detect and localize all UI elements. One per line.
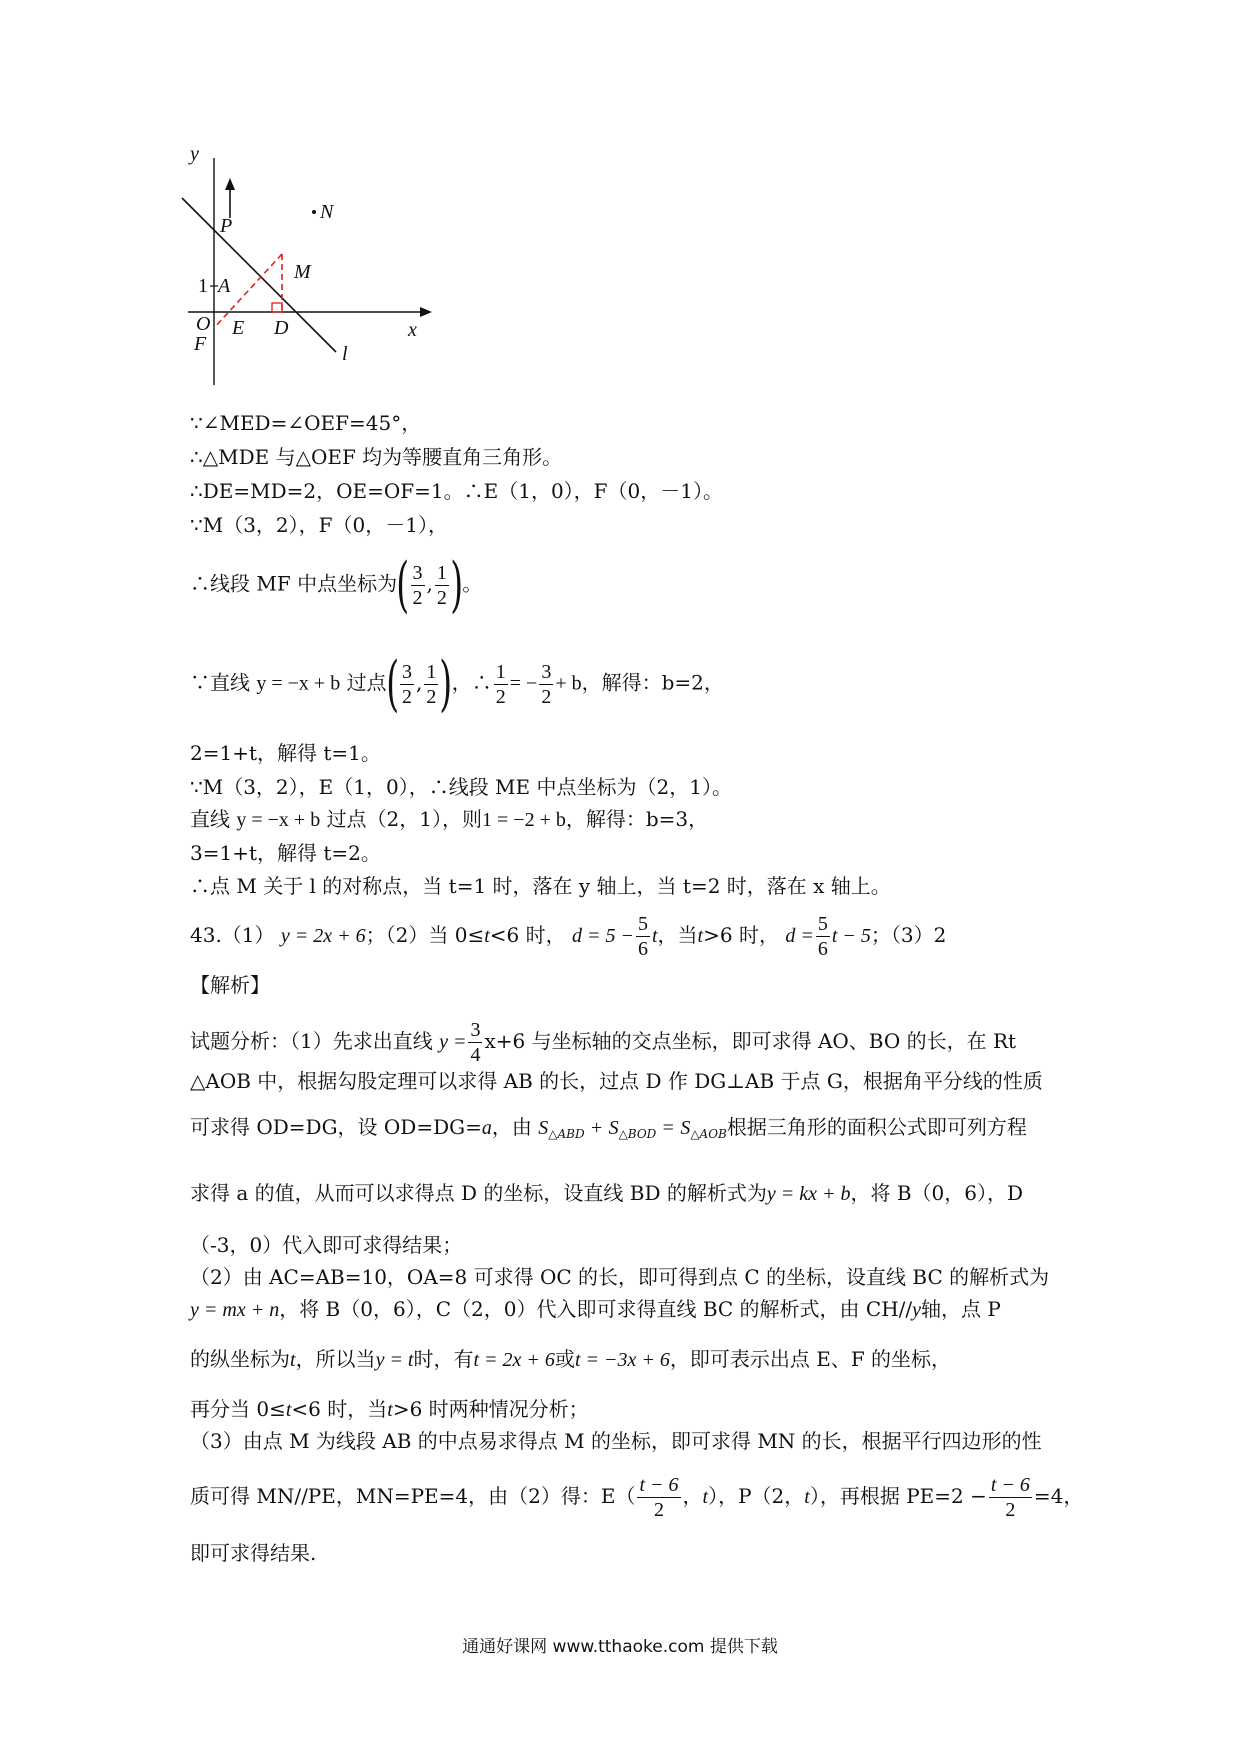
label-x: x <box>408 319 417 341</box>
text: ，∴ <box>451 670 492 695</box>
math: t <box>290 1349 296 1371</box>
frac-num: t − 6 <box>639 1474 679 1496</box>
math: d = 5 − <box>571 925 634 947</box>
para-line-1 <box>190 1018 1016 1067</box>
math: t <box>387 1399 393 1421</box>
label-e: E <box>232 317 245 339</box>
math-sub: △ABD <box>548 1127 585 1141</box>
frac-num: t − 6 <box>990 1474 1030 1496</box>
text: 过点 <box>346 670 387 695</box>
x-axis-arrow <box>420 307 432 317</box>
para-line-5: （-3，0）代入即可求得结果； <box>190 1233 463 1257</box>
para-line-11 <box>190 1473 1083 1522</box>
para-line-10: （3）由点 M 为线段 AB 的中点易求得点 M 的坐标，即可求得 MN 的长，根据平行四边形的性 <box>190 1429 1042 1453</box>
text: ，所以当 <box>295 1347 376 1371</box>
text: ；（3）2 <box>870 923 947 947</box>
math: t <box>651 925 658 947</box>
math: 1 = −2 + b <box>482 809 566 831</box>
line-2: ∴△MDE 与△OEF 均为等腰直角三角形。 <box>190 445 563 469</box>
arrow-up-icon <box>225 178 235 190</box>
text: <6 时，当 <box>291 1397 388 1421</box>
line-3: ∴DE=MD=2，OE=OF=1。∴E（1，0），F（0，－1）。 <box>190 479 723 503</box>
frac-num: 3 <box>401 660 412 683</box>
footer-source: 通通好课网 www.tthaoke.com 提供下载 <box>462 1637 778 1657</box>
label-n: N <box>320 201 334 223</box>
math: y = kx + b <box>766 1183 851 1205</box>
line-9 <box>190 806 708 833</box>
text: ，即可表示出点 E、F 的坐标， <box>669 1347 952 1371</box>
text: 直线 <box>190 807 230 831</box>
line-6: ∵直线 y = −x + b 过点( $\frac{3}{2}$ , $\frac{1}{2}$ )，∴ $\frac{1}{2}$ = − $\frac{3}{2}$ + b，解得：b=2， <box>190 649 724 719</box>
para-line-4 <box>190 1180 1023 1207</box>
text: 轴，点 P <box>921 1297 1001 1321</box>
text: ， <box>682 1484 703 1508</box>
para-line-9 <box>190 1396 589 1423</box>
math: y = −x + b <box>236 809 321 831</box>
math: y = t <box>375 1349 414 1371</box>
text: ，解得：b=2， <box>581 670 724 695</box>
math: t <box>484 925 490 947</box>
label-o: O <box>196 313 211 335</box>
math: = − <box>509 672 538 695</box>
text: ；（2）当 0≤ <box>365 923 485 947</box>
math: S <box>608 1117 619 1139</box>
line-10: 3=1+t，解得 t=2。 <box>190 841 381 865</box>
frac-den: 6 <box>637 938 648 960</box>
para-line-7 <box>190 1296 1001 1323</box>
text: <6 时， <box>489 923 566 947</box>
math: y = −x + b <box>256 672 341 695</box>
text: 可求得 OD=DG，设 OD=DG= <box>190 1115 482 1139</box>
frac-den: 6 <box>817 938 828 960</box>
math-sub: △BOD <box>618 1127 657 1141</box>
text: 试题分析：（1）先求出直线 <box>190 1029 433 1053</box>
math-sub: △AOB <box>690 1127 727 1141</box>
frac-num: 1 <box>426 660 437 683</box>
frac-den: 2 <box>401 685 412 708</box>
text: ，由 <box>491 1115 532 1139</box>
frac-num: 3 <box>541 660 552 683</box>
point-n <box>312 210 316 214</box>
math: t = −3x + 6 <box>574 1349 670 1371</box>
text: 。 <box>462 571 483 596</box>
text: 根据三角形的面积公式即可列方程 <box>726 1115 1027 1139</box>
text: 43.（1） <box>190 923 275 947</box>
label-1: 1 <box>198 275 208 297</box>
text: >6 时， <box>703 923 779 947</box>
text: 过点（2，1），则 <box>326 807 483 831</box>
math: a <box>481 1117 492 1139</box>
frac-den: 2 <box>436 586 447 609</box>
label-p: P <box>220 215 233 237</box>
frac-num: 5 <box>637 913 648 935</box>
text: ，将 B（0，6），C（2，0）代入即可求得直线 BC 的解析式，由 CH// <box>279 1297 913 1321</box>
math: t − 5 <box>831 925 871 947</box>
text: 的纵坐标为 <box>190 1347 290 1371</box>
math: t <box>697 925 704 947</box>
section-jiexi: 【解析】 <box>190 973 270 997</box>
label-a: A <box>218 275 231 297</box>
line-5: ∴线段 MF 中点坐标为( $\frac{3}{2}$ , $\frac{1}{2}$ )。 <box>190 550 483 620</box>
frac-den: 2 <box>541 685 552 708</box>
label-f: F <box>194 333 207 355</box>
para-line-8 <box>190 1346 951 1373</box>
math: t <box>702 1486 709 1508</box>
math: d = <box>785 925 814 947</box>
right-angle-marker <box>272 303 282 312</box>
math: S <box>680 1117 691 1139</box>
frac-num: 5 <box>817 913 828 935</box>
math: y = <box>439 1031 467 1053</box>
line-8: ∵M（3，2），E（1，0），∴线段 ME 中点坐标为（2，1）。 <box>190 775 732 799</box>
text: ∵直线 <box>190 670 250 695</box>
line-7: 2=1+t，解得 t=1。 <box>190 741 381 765</box>
frac-den: 4 <box>470 1044 481 1066</box>
math: t <box>804 1486 810 1508</box>
frac-num: 3 <box>412 561 423 584</box>
label-y: y <box>190 143 199 165</box>
math: S <box>538 1117 549 1139</box>
text: >6 时两种情况分析； <box>392 1397 589 1421</box>
text: 时，有 <box>413 1347 474 1371</box>
frac-den: 2 <box>412 586 423 609</box>
frac-den: 2 <box>989 1497 1032 1522</box>
para-line-2: △AOB 中，根据勾股定理可以求得 AB 的长，过点 D 作 DG⊥AB 于点 G，根据角平分线的性质 <box>190 1069 1043 1093</box>
para-line-6: （2）由 AC=AB=10，OA=8 可求得 OC 的长，即可得到点 C 的坐标，设直线 BC 的解析式为 <box>190 1265 1050 1289</box>
text: ，将 B（0，6），D <box>850 1181 1024 1205</box>
label-d: D <box>274 317 289 339</box>
text: 或 <box>554 1347 575 1371</box>
math: t = 2x + 6 <box>473 1349 555 1371</box>
label-l: l <box>342 343 348 365</box>
text: ），再根据 PE=2 − <box>809 1484 987 1508</box>
text: 质可得 MN//PE，MN=PE=4，由（2）得：E（ <box>190 1484 636 1508</box>
frac-den: 2 <box>637 1497 680 1522</box>
math: + <box>590 1117 603 1139</box>
text: =4， <box>1033 1484 1084 1508</box>
frac-num: 1 <box>495 660 506 683</box>
math: + b <box>555 672 582 695</box>
math: t <box>285 1399 292 1421</box>
frac-den: 2 <box>426 685 437 708</box>
math: y = mx + n <box>190 1299 280 1321</box>
text: ），P（2， <box>708 1484 805 1508</box>
frac-num: 1 <box>436 561 447 584</box>
frac-den: 2 <box>495 685 506 708</box>
label-m: M <box>294 261 311 283</box>
text: 再分当 0≤ <box>190 1397 286 1421</box>
line-4: ∵M（3，2），F（0，－1）， <box>190 513 448 537</box>
frac-num: 3 <box>470 1019 481 1041</box>
para-line-3 <box>190 1114 1027 1147</box>
math: = <box>662 1117 674 1139</box>
text: ，解得：b=3， <box>565 807 709 831</box>
coordinate-figure <box>190 143 496 405</box>
text: ∴线段 MF 中点坐标为 <box>190 571 398 596</box>
math: y = 2x + 6 <box>280 925 366 947</box>
text: 求得 a 的值，从而可以求得点 D 的坐标，设直线 BD 的解析式为 <box>190 1181 767 1205</box>
line-1: ∵∠MED=∠OEF=45°， <box>190 411 422 435</box>
para-line-12: 即可求得结果. <box>190 1541 317 1565</box>
line-11: ∴点 M 关于 l 的对称点，当 t=1 时，落在 y 轴上，当 t=2 时，落在 x 轴上。 <box>190 874 891 898</box>
text: x+6 与坐标轴的交点坐标，即可求得 AO、BO 的长，在 Rt <box>484 1029 1017 1053</box>
math: y <box>912 1299 922 1321</box>
q43-answer <box>190 912 946 961</box>
text: ，当 <box>657 923 698 947</box>
